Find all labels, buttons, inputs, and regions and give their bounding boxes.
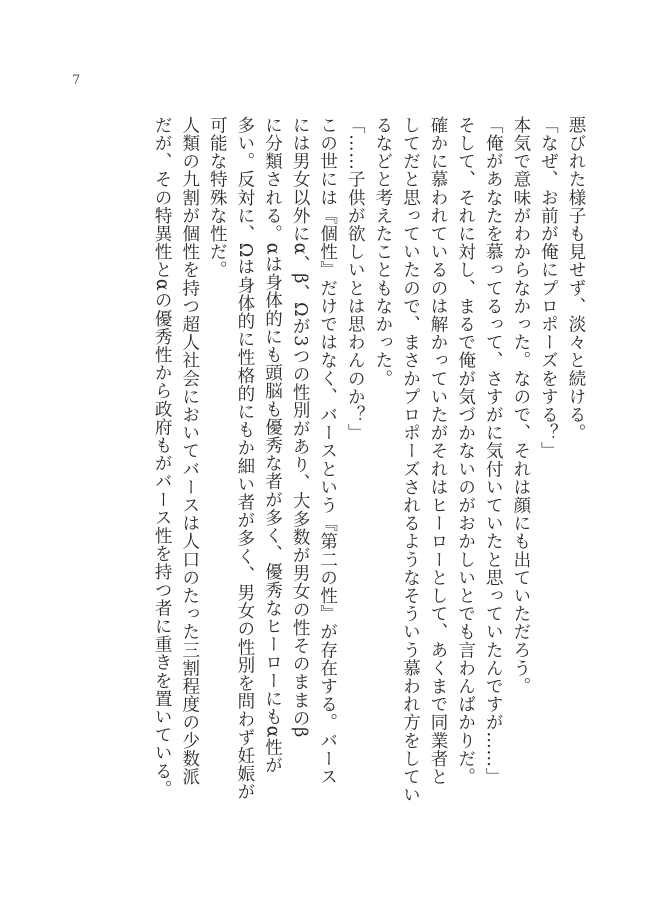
text-line: に分類される。αは身体的にも頭脳も優秀な者が多く、優秀なヒーローにもα性が (262, 116, 283, 775)
text-line: 確かに慕われているのは解かっていたがそれはヒーローとして、あくまで同業者と (428, 116, 449, 786)
page-number: 7 (72, 73, 81, 88)
text-line: だが、その特異性とαの優秀性から政府もがバース性を持つ者に重きを置いている。 (152, 116, 173, 799)
text-line: 多い。反対に、Ωは身体的に性格的にもか細い者が多く、男女の性別を問わず妊娠が (234, 116, 255, 801)
text-line: 悪びれた様子も見せず、淡々と続ける。 (566, 116, 586, 442)
text-line: 本気で意味がわからなかった。なので、それは顔にも出ていただろう。 (510, 116, 531, 696)
text-line: 「なぜ、お前が俺にプロポーズをする？」 (538, 116, 559, 460)
text-line: 可能な特殊な性だ。 (207, 116, 228, 279)
text-line: るなどと考えたこともなかった。 (372, 116, 393, 388)
text-line: には男女以外にα、β、Ωが3つの性別があり、大多数が男女の性そのままのβ (290, 116, 311, 738)
text-line: この世には『個性』だけではなく、バースという『第二の性』が存在する。バース (317, 116, 338, 786)
text-line: 「……子供が欲しいとは思わんのか？」 (345, 116, 366, 442)
vertical-text-body (148, 116, 590, 828)
text-line: 「俺があなたを慕ってるって、さすがに気付いていたと思っていたんですが……」 (483, 116, 504, 786)
text-line: してだと思っていたので、まさかプロポーズされるようなそういう慕われ方をしてい (400, 116, 421, 804)
text-line: そして、それに対し、まるで俺が気づかないのがおかしいとでも言わんばかりだ。 (455, 116, 476, 786)
text-line: 人類の九割が個性を持つ超人社会においてバースは人口のたった三割程度の少数派 (179, 116, 200, 786)
